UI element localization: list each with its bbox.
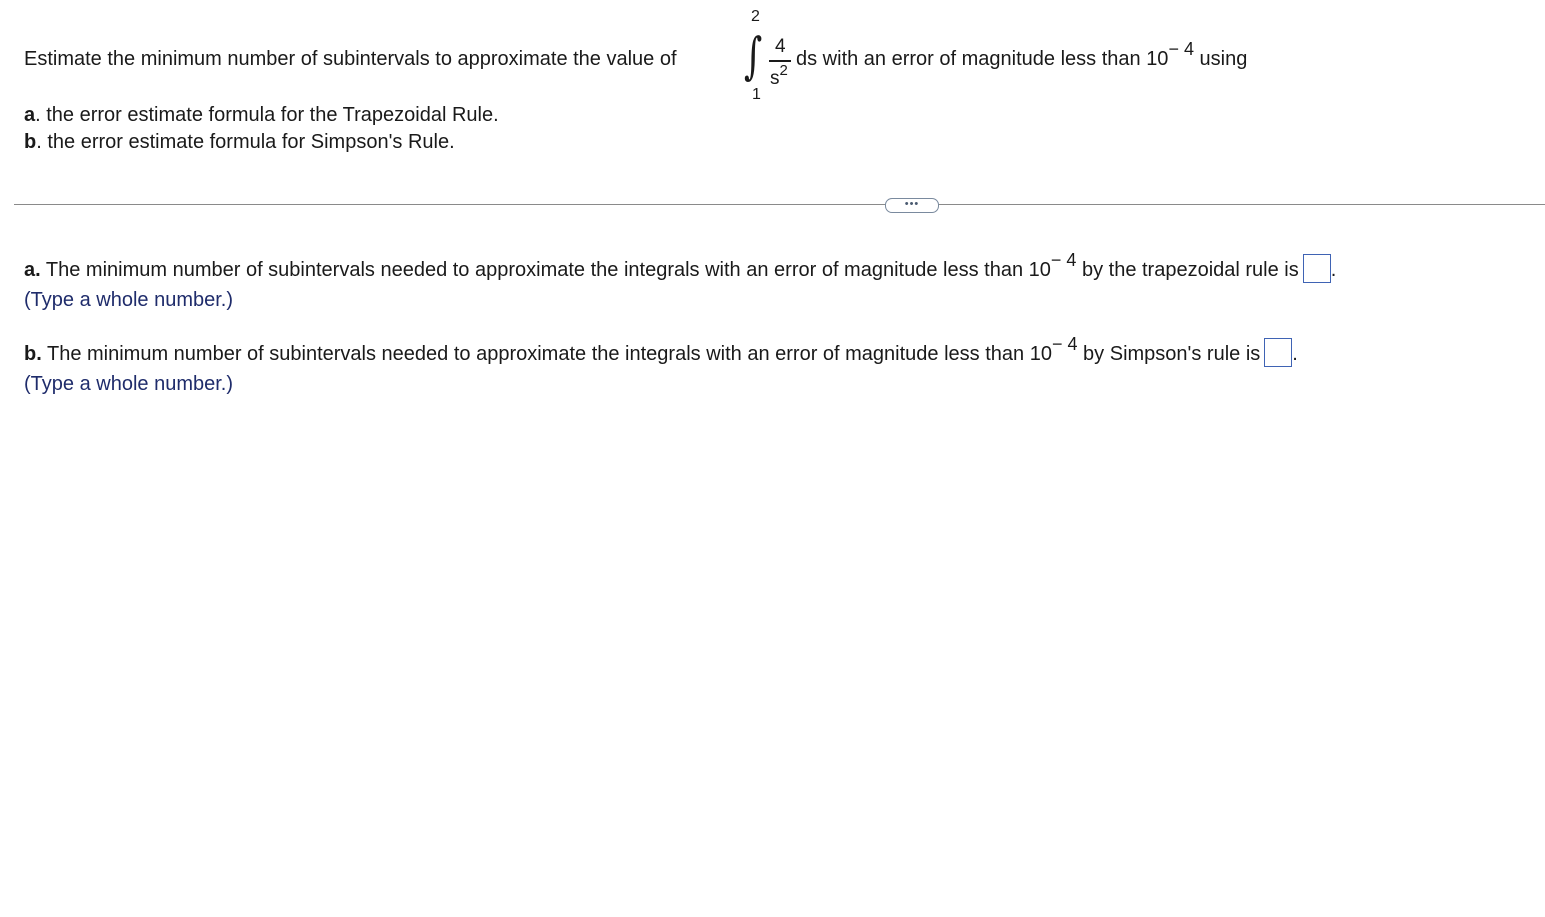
answer-a-text-before: The minimum number of subintervals needed to approximate the integrals with an error of magnitude less than 10 <box>40 258 1051 281</box>
answer-a-input-box[interactable] <box>1303 254 1331 283</box>
integral-expression <box>744 4 804 104</box>
answer-b-input-box[interactable] <box>1264 338 1292 367</box>
answer-b-text-after: by Simpson's rule is <box>1077 342 1261 365</box>
answer-a-exponent: − 4 <box>1050 249 1077 270</box>
answer-b-exponent: − 4 <box>1051 333 1078 354</box>
denominator-exponent: 2 <box>779 62 788 79</box>
more-options-button[interactable]: ••• <box>885 198 939 213</box>
part-a-text: . the error estimate formula for the Trapezoidal Rule. <box>35 104 499 126</box>
answer-a-label: a. <box>24 258 41 281</box>
answer-a-line <box>24 249 1337 285</box>
section-divider <box>14 204 1545 205</box>
answer-b-line <box>24 333 1298 369</box>
question-part-a <box>24 104 499 127</box>
part-b-label: b <box>24 131 37 153</box>
answer-a-text-after: by the trapezoidal rule is <box>1076 258 1299 281</box>
integral-upper-limit: 2 <box>751 8 760 25</box>
question-tail-text: with an error of magnitude less than 10 <box>817 48 1169 70</box>
question-exponent: − 4 <box>1168 39 1194 59</box>
answer-b-hint: (Type a whole number.) <box>24 373 233 395</box>
fraction-denominator <box>770 62 788 90</box>
answer-b-label: b. <box>24 342 42 365</box>
integral-sign: ∫ <box>744 27 763 85</box>
answer-a-period: . <box>1330 258 1337 281</box>
integral-differential: ds <box>796 48 818 70</box>
part-a-label: a <box>24 104 36 126</box>
question-lead-text <box>24 48 677 71</box>
denominator-base: s <box>770 68 780 89</box>
answer-b-period: . <box>1292 342 1298 365</box>
fraction-numerator: 4 <box>775 36 786 57</box>
integral-lower-limit: 1 <box>752 86 761 103</box>
question-part-b <box>24 131 455 154</box>
question-tail <box>796 39 1248 71</box>
part-b-text: . the error estimate formula for Simpson's Rule. <box>36 131 455 153</box>
question-tail-end: using <box>1193 48 1248 70</box>
answer-b-text-before: The minimum number of subintervals needed to approximate the integrals with an error of magnitude less than 10 <box>41 342 1052 365</box>
question-lead: Estimate the minimum number of subintervals to approximate the value of <box>24 48 677 70</box>
answer-a-hint: (Type a whole number.) <box>24 289 233 311</box>
